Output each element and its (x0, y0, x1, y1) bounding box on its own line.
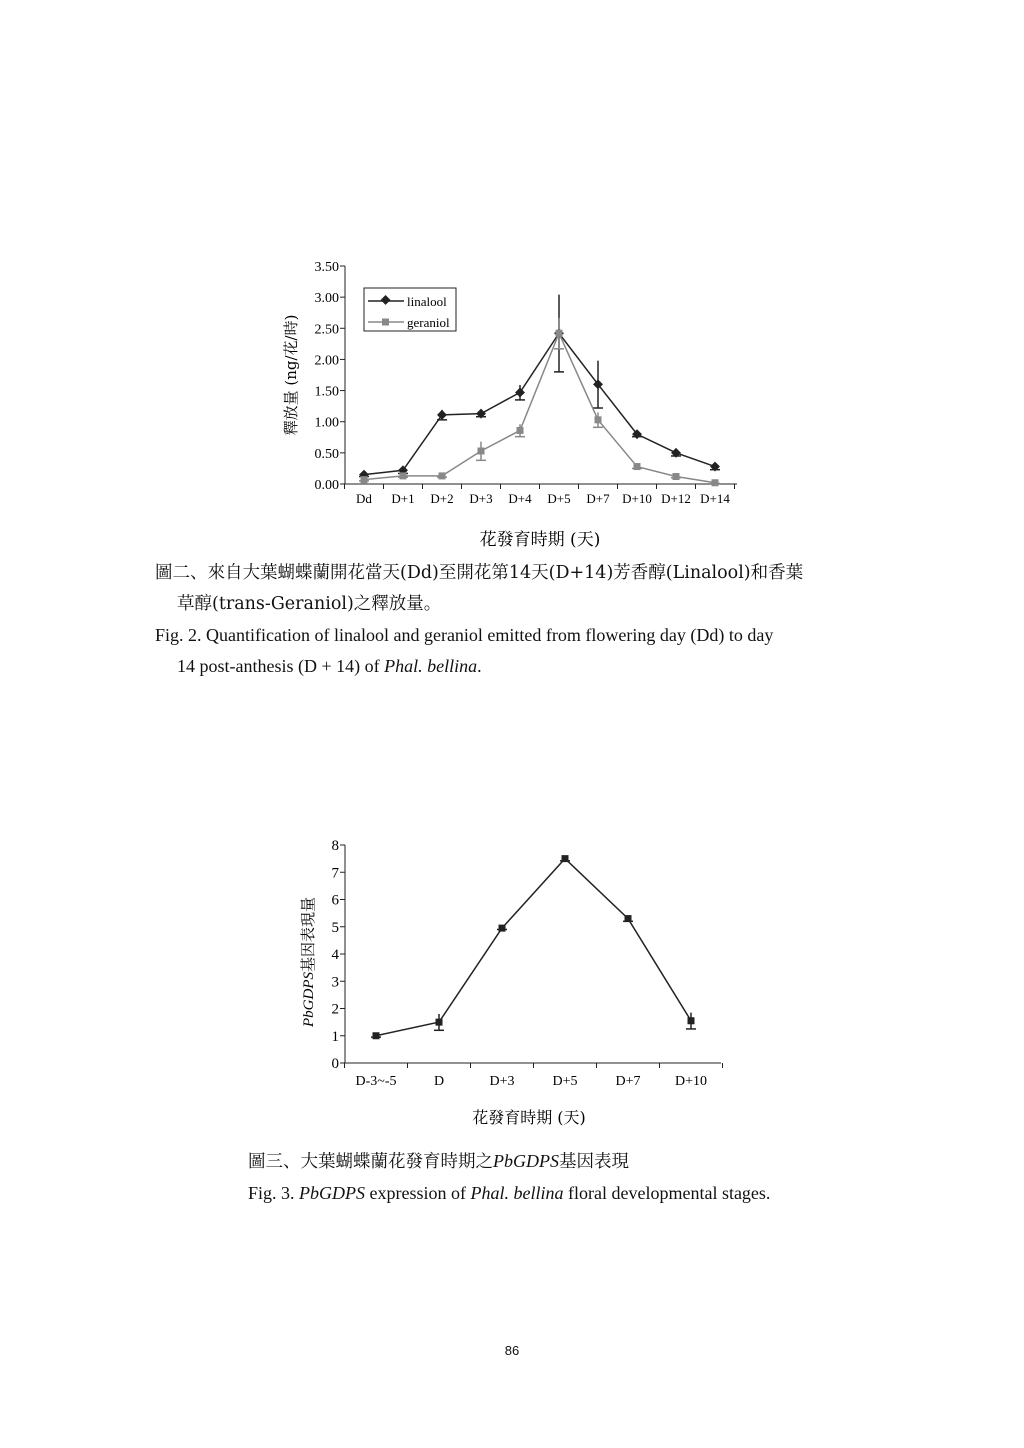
fig2-x-tick-label: Dd (356, 491, 372, 506)
fig2-x-axis-title: 花發育時期 (天) (479, 530, 601, 550)
figure-2-caption (155, 558, 875, 682)
fig3-y-tick-label: 5 (331, 919, 339, 936)
fig2-y-axis-title: 釋放量 (ng/花/時) (282, 314, 300, 436)
fig2-y-tick-label: 3.00 (314, 291, 339, 307)
fig2-geraniol-point (361, 476, 368, 483)
fig3-series0-point (688, 1017, 695, 1024)
fig2-geraniol-point (517, 427, 524, 434)
fig3-series0-point (499, 925, 506, 932)
fig2-legend-label-geraniol: geraniol (407, 315, 450, 330)
fig3-caption-zh-gene: PbGDPS (493, 1151, 559, 1171)
fig3-y-tick-label: 7 (331, 865, 339, 882)
fig2-y-tick-label: 1.50 (314, 384, 339, 400)
fig3-caption-en-end: floral developmental stages. (563, 1183, 771, 1203)
fig2-y-tick-label: 0.50 (314, 446, 339, 462)
fig2-geraniol-point (673, 473, 680, 480)
fig3-y-tick-label: 3 (331, 974, 339, 991)
fig3-y-tick-label: 8 (331, 838, 339, 854)
fig3-y-tick-label: 0 (331, 1056, 339, 1072)
fig2-caption-en-line2-end: . (477, 656, 482, 676)
fig2-x-tick-label: D+3 (469, 491, 493, 506)
fig3-caption-zh-start: 圖三、大葉蝴蝶蘭花發育時期之 (248, 1152, 493, 1172)
fig2-y-tick-label: 3.50 (314, 260, 339, 275)
fig3-caption-en-species: Phal. bellina (470, 1183, 564, 1203)
fig2-caption-species: Phal. bellina (384, 656, 478, 676)
fig3-x-axis-title: 花發育時期 (天) (472, 1108, 586, 1127)
fig3-caption-zh (248, 1146, 888, 1178)
fig2-x-tick-label: D+14 (700, 491, 730, 506)
fig3-caption-en-gene: PbGDPS (299, 1183, 366, 1203)
fig3-caption-en-start: Fig. 3. (248, 1183, 300, 1203)
fig2-geraniol-point (478, 447, 485, 454)
fig3-y-tick-label: 4 (331, 947, 339, 963)
fig2-legend (364, 288, 456, 331)
fig2-caption-zh-line1: 圖二、來自大葉蝴蝶蘭開花當天(Dd)至開花第14天(D+14)芳香醇(Linalool)和香葉 (155, 563, 804, 583)
fig2-geraniol-point (556, 330, 563, 337)
fig2-y-tick-label: 2.00 (314, 353, 339, 369)
figure-3-chart (299, 838, 723, 1127)
fig2-x-tick-label: D+7 (586, 491, 610, 506)
fig2-x-tick-label: D+10 (622, 491, 652, 506)
fig3-caption-zh-end: 基因表現 (559, 1152, 629, 1172)
figure-2-chart (282, 260, 737, 550)
fig2-legend-marker-geraniol (382, 319, 389, 326)
fig2-x-tick-label: D+5 (547, 491, 571, 506)
fig2-x-tick-label: D+12 (661, 491, 691, 506)
fig2-y-tick-label: 1.00 (314, 415, 339, 431)
fig2-caption-en-line2 (155, 651, 875, 682)
fig2-y-tick-label: 2.50 (314, 322, 339, 338)
fig2-x-tick-label: D+2 (430, 491, 454, 506)
fig3-series0-point (436, 1019, 443, 1026)
fig3-x-tick-label: D+3 (489, 1074, 515, 1089)
fig2-geraniol-point (439, 472, 446, 479)
fig2-legend-label-linalool: linalool (407, 294, 447, 309)
fig2-x-tick-label: D+1 (391, 491, 415, 506)
fig2-caption-en-line1: Fig. 2. Quantification of linalool and geraniol emitted from flowering day (Dd) to day (155, 625, 774, 645)
page-number: 86 (504, 1343, 520, 1358)
fig3-y-axis-title-rest: 基因表現量 (299, 896, 317, 973)
figure-3-caption (248, 1146, 888, 1209)
fig3-y-tick-label: 1 (331, 1028, 339, 1045)
fig3-x-tick-label: D-3~-5 (355, 1074, 397, 1089)
fig3-y-axis-title (299, 897, 317, 1028)
fig2-caption-en-line2-text: 14 post-anthesis (D + 14) of (177, 656, 385, 676)
fig2-geraniol-point (595, 416, 602, 423)
fig2-linalool-point (437, 410, 447, 420)
fig3-caption-en (248, 1178, 888, 1209)
fig3-x-tick-label: D (433, 1074, 445, 1089)
fig3-x-tick-label: D+5 (552, 1074, 578, 1089)
fig2-caption-zh-line2: 草醇(trans-Geraniol)之釋放量。 (177, 594, 442, 614)
fig2-geraniol-point (634, 463, 641, 470)
fig3-y-tick-label: 6 (331, 892, 339, 909)
fig3-series0-point (562, 855, 569, 862)
fig2-geraniol-point (712, 479, 719, 486)
fig3-series0-line (376, 859, 691, 1036)
fig2-y-tick-label: 0.00 (314, 478, 339, 493)
fig3-x-tick-label: D+10 (674, 1074, 708, 1089)
fig3-series0-point (373, 1032, 380, 1039)
fig2-x-tick-label: D+4 (508, 491, 532, 506)
fig2-geraniol-line (364, 333, 715, 482)
fig3-x-tick-label: D+7 (615, 1074, 641, 1089)
fig3-caption-en-mid: expression of (365, 1183, 471, 1203)
fig2-geraniol-point (400, 472, 407, 479)
fig3-series0-point (625, 915, 632, 922)
fig2-linalool-point (515, 387, 525, 397)
fig2-linalool-line (364, 333, 715, 474)
fig3-y-tick-label: 2 (331, 1001, 339, 1018)
fig3-y-axis-title-gene: PbGDPS (301, 972, 317, 1028)
